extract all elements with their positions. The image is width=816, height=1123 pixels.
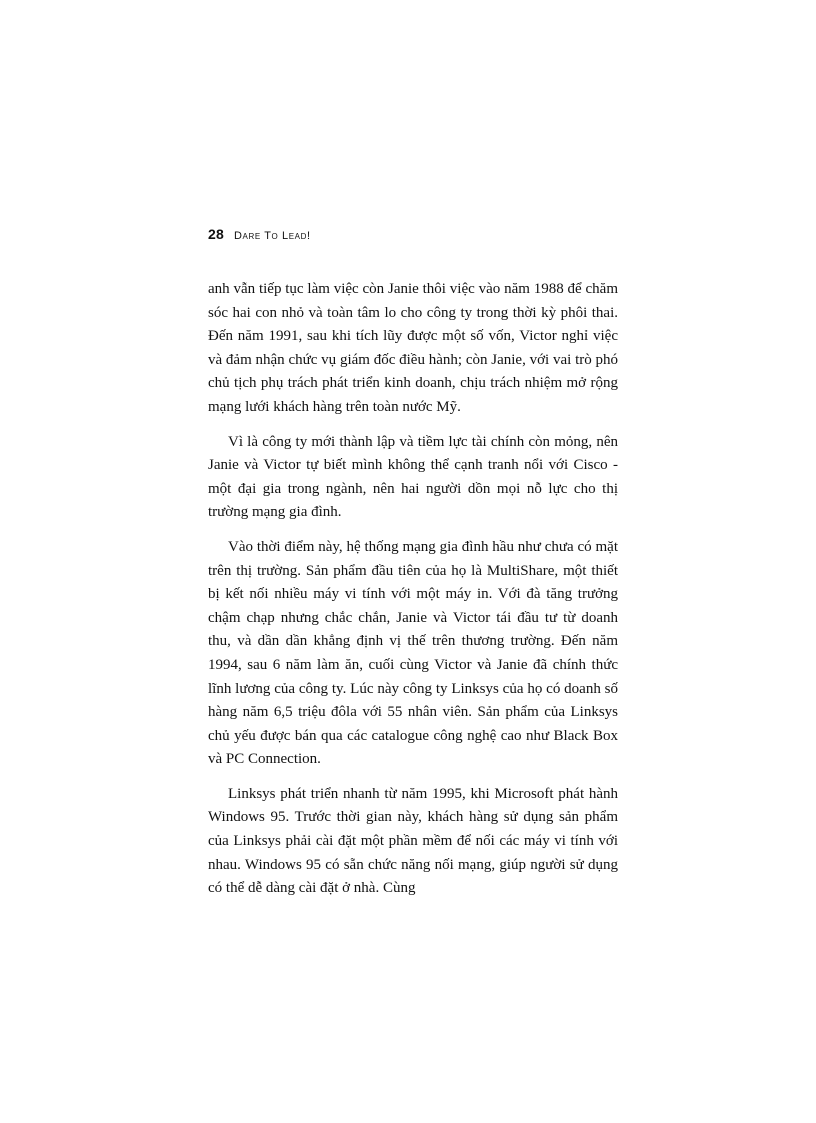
page-number: 28 bbox=[208, 226, 224, 242]
running-header bbox=[208, 226, 618, 246]
running-title: Dare To Lead! bbox=[233, 230, 311, 242]
paragraph: Vì là công ty mới thành lập và tiềm lực tài chính còn mỏng, nên Janie và Victor tự biết mình không thể cạnh tranh nổi với Cisco - một đại gia trong ngành, nên hai người dồn mọi nỗ lực cho thị trường mạng gia đình. bbox=[208, 433, 618, 521]
paragraph: Vào thời điểm này, hệ thống mạng gia đình hầu như chưa có mặt trên thị trường. Sản phẩm đầu tiên của họ là MultiShare, một thiết bị kết nối nhiều máy vi tính với một máy in. Với đà tăng trưởng chậm chạp nhưng chắc chắn, Janie và Victor tái đầu tư từ doanh thu, và dần dần khẳng định vị thế trên thương trường. Đến năm 1994, sau 6 năm làm ăn, cuối cùng Victor và Janie đã chính thức lĩnh lương của công ty. Lúc này công ty Linksys của họ có doanh số hàng năm 6,5 triệu đôla với 55 nhân viên. Sản phẩm của Linksys chủ yếu được bán qua các catalogue công nghệ cao như Black Box và PC Connection. bbox=[208, 538, 618, 768]
paragraph: Linksys phát triển nhanh từ năm 1995, khi Microsoft phát hành Windows 95. Trước thời gian này, khách hàng sử dụng sản phẩm của Linksys phải cài đặt một phần mềm để nối các máy vi tính với nhau. Windows 95 có sẵn chức năng nối mạng, giúp người sử dụng có thể dễ dàng cài đặt ở nhà. Cùng bbox=[208, 785, 618, 897]
body-text bbox=[208, 278, 618, 912]
paragraph: anh vẫn tiếp tục làm việc còn Janie thôi việc vào năm 1988 để chăm sóc hai con nhỏ và toàn tâm lo cho công ty trong thời kỳ phôi thai. Đến năm 1991, sau khi tích lũy được một số vốn, Victor nghỉ việc và đảm nhận chức vụ giám đốc điều hành; còn Janie, với vai trò phó chủ tịch phụ trách phát triển kinh doanh, chịu trách nhiệm mở rộng mạng lưới khách hàng trên toàn nước Mỹ. bbox=[208, 281, 618, 415]
